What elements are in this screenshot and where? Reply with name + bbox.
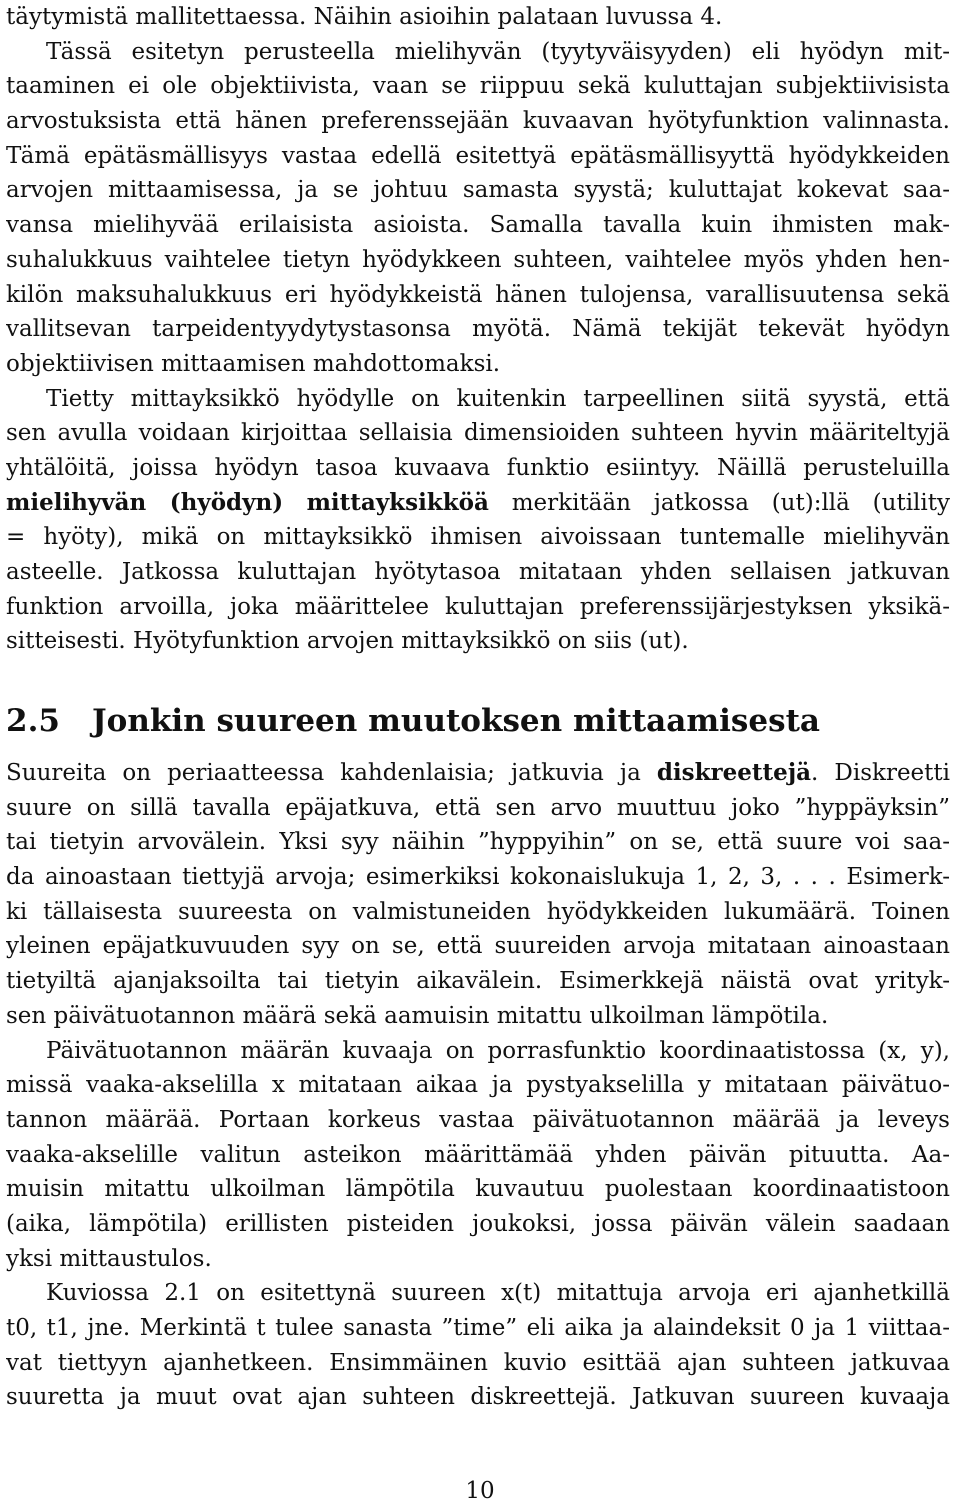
section-number: 2.5 (6, 703, 60, 739)
bold-term: mielihyvän (hyödyn) mittayksikköä (6, 488, 489, 516)
text-line: funktion arvoilla, joka määrittelee kuluttajan preferenssijärjestyksen yksikä- (6, 593, 950, 620)
text-line: tannon määrää. Portaan korkeus vastaa päivätuotannon määrää ja leveys (6, 1106, 950, 1133)
text-line: suhalukkuus vaihtelee tietyn hyödykkeen suhteen, vaihtelee myös yhden hen- (6, 246, 950, 273)
text-line: kilön maksuhalukkuus eri hyödykkeistä hänen tulojensa, varallisuutensa sekä (6, 281, 950, 308)
text-block-top (6, 0, 950, 659)
text-line: vallitsevan tarpeidentyydytystasonsa myötä. Nämä tekijät tekevät hyödyn (6, 316, 950, 343)
section-title: Jonkin suureen muutoksen mittaamisesta (92, 703, 820, 739)
section-heading (6, 703, 820, 739)
text-line (6, 486, 950, 521)
text-line: taaminen ei ole objektiivista, vaan se riippuu sekä kuluttajan subjektiivisista (6, 73, 950, 100)
text-span: . Diskreetti (811, 760, 950, 786)
text-line: da ainoastaan tiettyjä arvoja; esimerkiksi kokonaislukuja 1, 2, 3, . . . Esimerk- (6, 864, 950, 891)
text-line: yhtälöitä, joissa hyödyn tasoa kuvaava funktio esiintyy. Näillä perusteluilla (6, 454, 950, 481)
text-line: missä vaaka-akselilla x mitataan aikaa ja pystyakselilla y mitataan päivätuo- (6, 1072, 950, 1099)
text-line: Tämä epätäsmällisyys vastaa edellä esitettyä epätäsmällisyyttä hyödykkeiden (6, 142, 950, 169)
bold-term: diskreettejä (656, 759, 812, 786)
text-line: sitteisesti. Hyötyfunktion arvojen mittayksikkö on siis (ut). (6, 628, 689, 655)
text-line: Kuviossa 2.1 on esitettynä suureen x(t) mitattuja arvoja eri ajanhetkillä (46, 1280, 950, 1307)
text-line: vat tiettyyn ajanhetkeen. Ensimmäinen kuvio esittää ajan suhteen jatkuvaa (6, 1349, 950, 1376)
text-line: Tässä esitetyn perusteella mielihyvän (tyytyväisyyden) eli hyödyn mit- (46, 38, 950, 65)
text-line: yksi mittaustulos. (6, 1245, 212, 1272)
text-line: suuretta ja muut ovat ajan suhteen diskreettejä. Jatkuvan suureen kuvaaja (6, 1384, 950, 1411)
text-line: objektiivisen mittaamisen mahdottomaksi. (6, 350, 501, 377)
text-line: asteelle. Jatkossa kuluttajan hyötytasoa mitataan yhden sellaisen jatkuvan (6, 559, 950, 585)
text-line: muisin mitattu ulkoilman lämpötila kuvautuu puolestaan koordinaatistoon (6, 1176, 950, 1203)
text-line: arvostuksista että hänen preferenssejään kuvaavan hyötyfunktion valinnasta. (6, 108, 950, 135)
text-line: Tietty mittayksikkö hyödylle on kuitenkin tarpeellinen siitä syystä, että (46, 385, 950, 412)
page-number: 10 (465, 1478, 495, 1504)
text-line: sen päivätuotannon määrä sekä aamuisin mitattu ulkoilman lämpötila. (6, 1002, 829, 1029)
text-line: ki tällaisesta suureesta on valmistuneiden hyödykkeiden lukumäärä. Toinen (6, 898, 950, 925)
text-span: Suureita on periaatteessa kahdenlaisia; jatkuvia ja (6, 760, 657, 786)
text-line: tietyiltä ajanjaksoilta tai tietyin aikavälein. Esimerkkejä näistä ovat yrityk- (6, 968, 950, 995)
text-span: merkitään jatkossa (ut):llä (utility (488, 489, 950, 516)
text-line (6, 756, 950, 791)
text-line: = hyöty), mikä on mittayksikkö ihmisen aivoissaan tuntemalle mielihyvän (6, 524, 950, 551)
text-line: arvojen mittaamisessa, ja se johtuu samasta syystä; kuluttajat kokevat saa- (6, 177, 950, 204)
text-line: t0, t1, jne. Merkintä t tulee sanasta ”time” eli aika ja alaindeksit 0 ja 1 viittaa- (6, 1315, 950, 1341)
text-block-bottom (6, 756, 950, 1415)
text-line: tai tietyin arvovälein. Yksi syy näihin ”hyppyihin” on se, että suure voi saa- (6, 829, 950, 856)
text-line: yleinen epäjatkuvuuden syy on se, että suureiden arvoja mitataan ainoastaan (6, 933, 950, 960)
text-line: (aika, lämpötila) erillisten pisteiden joukoksi, jossa päivän välein saadaan (6, 1210, 950, 1237)
text-line: vansa mielihyvää erilaisista asioista. Samalla tavalla kuin ihmisten mak- (6, 212, 950, 239)
text-line: täytymistä mallitettaessa. Näihin asioihin palataan luvussa 4. (6, 4, 723, 30)
text-line: suure on sillä tavalla epäjatkuva, että sen arvo muuttuu joko ”hyppäyksin” (6, 794, 950, 821)
text-line: Päivätuotannon määrän kuvaaja on porrasfunktio koordinaatistossa (x, y), (46, 1037, 950, 1064)
text-line: vaaka-akselille valitun asteikon määrittämää yhden päivän pituutta. Aa- (6, 1141, 950, 1168)
text-line: sen avulla voidaan kirjoittaa sellaisia dimensioiden suhteen hyvin määriteltyjä (6, 420, 950, 447)
